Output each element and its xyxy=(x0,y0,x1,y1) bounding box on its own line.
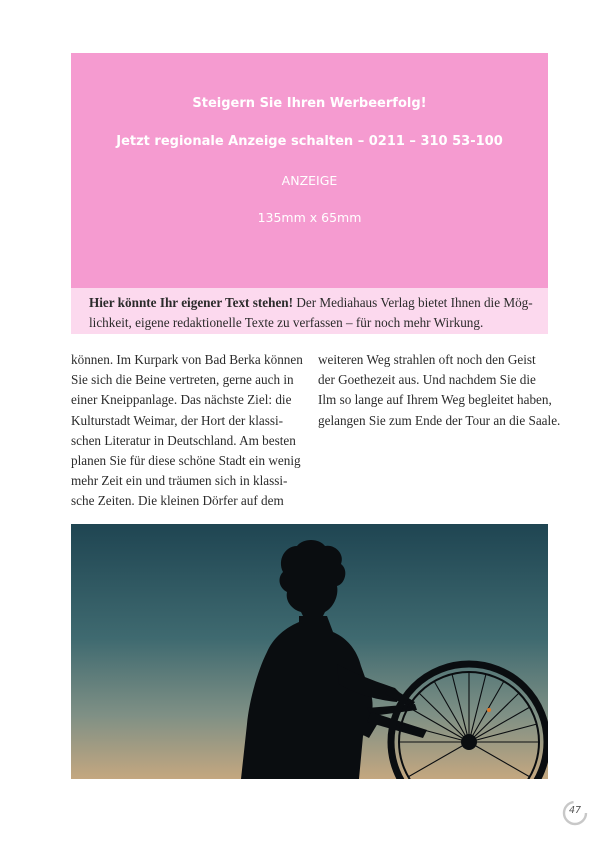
text-line: weiteren Weg strahlen oft noch den Geist xyxy=(318,352,536,367)
ad-headline: Steigern Sie Ihren Werbeerfolg! xyxy=(192,96,427,111)
text-line: einer Kneippanlage. Das nächste Ziel: die xyxy=(71,392,292,408)
page-number: 47 xyxy=(568,805,582,816)
text-column-left xyxy=(71,350,301,512)
page-number-badge xyxy=(560,798,590,828)
ad-label: ANZEIGE xyxy=(281,173,338,188)
text-column-right xyxy=(318,350,561,431)
text-line: können. Im Kurpark von Bad Berka können xyxy=(71,352,303,367)
promo-line-2: lichkeit, eigene redaktionelle Texte zu verfassen – für noch mehr Wirkung. xyxy=(89,315,484,330)
advertisement-box xyxy=(71,53,548,288)
promo-bold-text: Hier könnte Ihr eigener Text stehen! xyxy=(89,295,294,310)
ad-size: 135mm x 65mm xyxy=(257,210,362,225)
cyclist-silhouette-photo xyxy=(71,524,548,779)
text-line: planen Sie für diese schöne Stadt ein wenig xyxy=(71,453,301,469)
promo-line-1 xyxy=(89,293,533,313)
text-line: Sie sich die Beine vertreten, gerne auch in xyxy=(71,372,294,388)
ad-call-to-action: Jetzt regionale Anzeige schalten – 0211 – 310 53-100 xyxy=(116,134,503,149)
text-line: gelangen Sie zum Ende der Tour an die Saale. xyxy=(318,412,561,428)
promo-line-1-rest: Der Mediahaus Verlag bietet Ihnen die Mög- xyxy=(293,295,533,310)
promo-text-box xyxy=(71,288,548,334)
reflector xyxy=(487,708,491,712)
text-line: Kulturstadt Weimar, der Hort der klassi- xyxy=(71,412,284,428)
text-line: der Goethezeit aus. Und nachdem Sie die xyxy=(318,372,536,388)
text-line: Ilm so lange auf Ihrem Weg begleitet haben, xyxy=(318,392,552,408)
text-line: schen Literatur in Deutschland. Am besten xyxy=(71,432,296,448)
text-line: mehr Zeit ein und träumen sich in klassi- xyxy=(71,473,288,489)
text-line: sche Zeiten. Die kleinen Dörfer auf dem xyxy=(71,493,284,509)
